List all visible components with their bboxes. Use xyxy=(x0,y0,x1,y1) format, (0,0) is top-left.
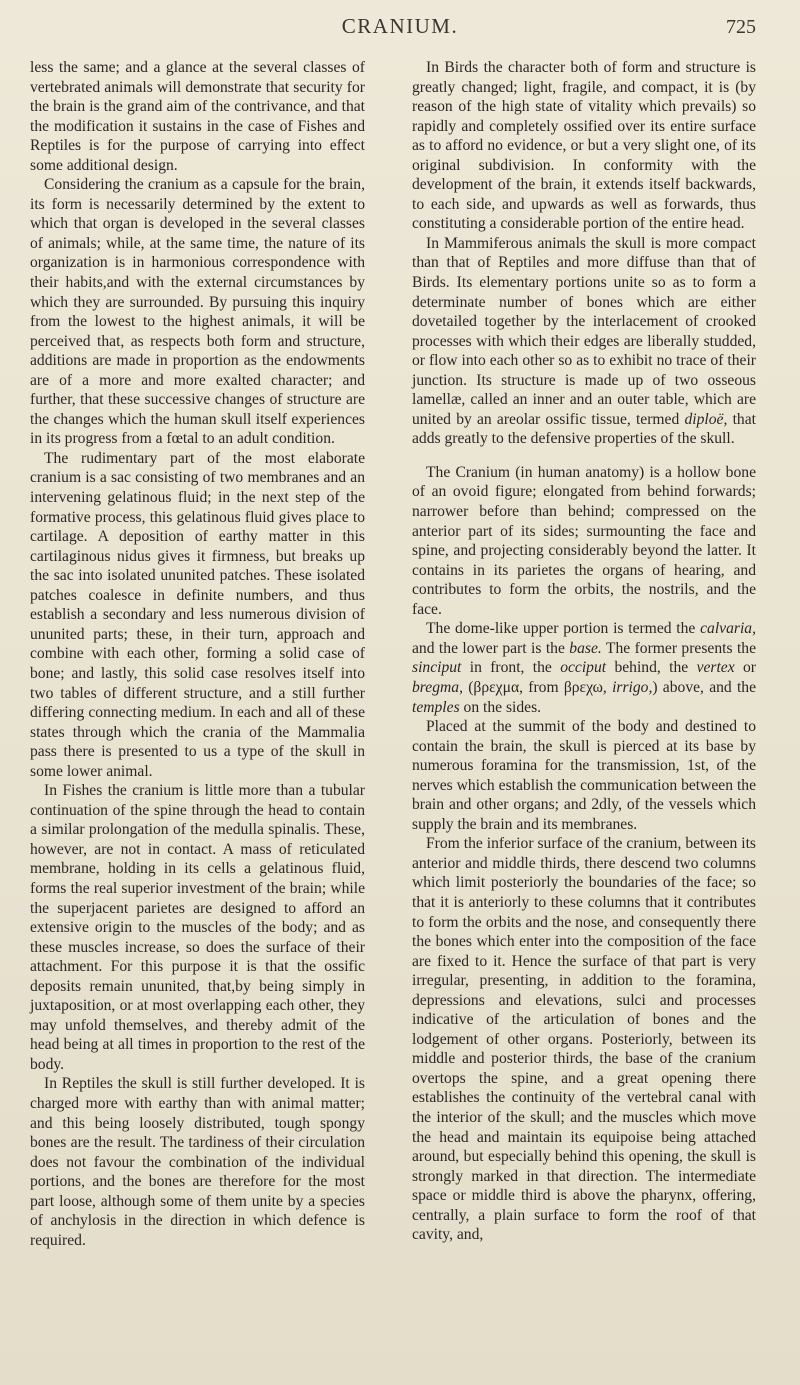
text-run: on the sides. xyxy=(459,698,542,716)
text-run: The former presents the xyxy=(601,639,756,657)
right-paragraph-human-cranium: The Cranium (in human anatomy) is a hollow bone of an ovoid figure; elongated from behind forwards; narrower before than behind; compressed on the anterior part of its sides; surmounting the face and spine, and projecting considerably beyond the latter. It contains in its parietes the organs of hearing, and contributes to form the orbits, the nostrils, and the face. xyxy=(412,463,756,618)
left-column xyxy=(30,58,365,1250)
text-run: that adds greatly to the defensive properties of the skull. xyxy=(412,410,756,448)
text-run: The dome-like upper portion is termed the xyxy=(426,620,701,638)
italic-term-bregma: bregma, xyxy=(412,678,463,696)
right-column xyxy=(412,58,756,1245)
text-run: in front, the xyxy=(461,659,561,677)
left-paragraph-capsule: Considering the cranium as a capsule for the brain, its form is necessarily determined by the extent to which that organ is developed in the several classes of animals; while, at the same time, the nature of its organization is in harmonious correspondence with their habits,and with the external circumstances by which they are surrounded. By pursuing this inquiry from the lowest to the highest animals, it will be perceived that, as respects both form and structure, additions are made in proportion as the endowments are of a more and more exalted character; and further, that these successive changes of structure are the changes which the human skull itself experiences in its progress from a fœtal to an adult condition. xyxy=(30,176,365,448)
right-paragraph-foramina: Placed at the summit of the body and destined to contain the brain, the skull is pierced at its base by numerous foramina for the transmission, 1st, of the nerves which establish the communication between the brain and other organs; and 2dly, of the vessels which supply the brain and its membranes. xyxy=(412,718,756,833)
running-title: CRANIUM. xyxy=(341,14,459,38)
text-run: behind, the xyxy=(606,659,697,677)
italic-term-sinciput: sinciput xyxy=(412,659,462,677)
page-number: 725 xyxy=(726,16,756,38)
italic-term-base: base. xyxy=(569,639,602,657)
left-paragraph-rudimentary: The rudimentary part of the most elaborate cranium is a sac consisting of two membranes and an intervening gelatinous fluid; in the next step of the formative process, this gelatinous fluid gives place to cartilage. A deposition of earthy matter in this cartilaginous nidus gives it firmness, but breaks up the sac into isolated ununited patches. These isolated patches coalesce in definite numbers, and thus establish a secondary and less numerous division of ununited parts; these, in their turn, approach and combine with each other, forming a solid case of bone; and lastly, this solid case resolves itself into two tables of different structure, and a still further differing connecting medium. In each and all of these states through which the crania of the Mammalia pass there is presented to us a type of the skull in some lower animal. xyxy=(30,449,365,780)
text-run: or xyxy=(734,659,756,677)
italic-term-diploe: diploë, xyxy=(684,410,728,428)
right-paragraph-mammals xyxy=(412,234,756,449)
right-paragraph-birds: In Birds the character both of form and structure is greatly changed; light, fragile, and compact, it is (by reason of the high state of vitality which prevails) so rapidly and completely ossified over its entire surface as to afford no evidence, or but a very slight one, of its original subdivision. In conformity with the development of the brain, it extends itself backwards, to each side, and upwards as well as forwards, thus constituting a considerable portion of the entire head. xyxy=(412,59,756,233)
italic-term-calvaria: calvaria, xyxy=(700,620,756,638)
running-header xyxy=(0,14,800,50)
left-paragraph-fishes: In Fishes the cranium is little more than a tubular continuation of the spine through the head to contain a similar prolongation of the medulla spinalis. These, however, are not in contact. A mass of reticulated membrane, holding in its cells a gelatinous fluid, forms the real superior investment of the brain; while the superjacent parietes are designed to afford an extensive origin to the muscles of the body; and as these muscles increase, so does the surface of their attachment. For this purpose it is that the ossific deposits remain ununited, that,by being simply in juxtaposition, or at most overlapping each other, they may unfold themselves, and thereby admit of the head being at all times in proportion to the rest of the body. xyxy=(30,782,365,1073)
left-paragraph-reptiles: In Reptiles the skull is still further developed. It is charged more with earthy than with animal matter; and this being loosely distributed, tough spongy bones are the result. The tardiness of their circulation does not favour the combination of the individual portions, and the bones are therefore for the most part loose, although some of them unite by a species of anchylosis in the direction in which defence is required. xyxy=(30,1075,365,1249)
text-run: and the lower part is the xyxy=(412,639,570,657)
italic-term-vertex: vertex xyxy=(696,659,735,677)
text-run: ) above, and the xyxy=(652,678,756,696)
text-run: In Mammiferous animals the skull is more compact than that of Reptiles and more diffuse than that of Birds. Its elementary portions unite so as to form a determinate number of bones which are either dovetailed together by the interlacement of crooked processes with which their edges are liberally studded, or flow into each other so as to exhibit no trace of their junction. Its structure is made up of two osseous lamellæ, called an inner and an outer table, which are united by an areolar ossific tissue, termed xyxy=(412,234,756,428)
right-paragraph-calvaria xyxy=(412,619,756,717)
italic-term-occiput: occiput xyxy=(560,659,607,677)
text-run: (βρεχμα, from βρεχω, xyxy=(462,678,613,696)
right-paragraph-inferior-surface: From the inferior surface of the cranium, between its anterior and middle thirds, there descend two columns which limit posteriorly the boundaries of the face; so that it is anteriorly to these columns that it contributes to form the orbits and the nose, and consequently there the bones which enter into the composition of the face are fixed to it. Hence the surface of that part is very irregular, presenting, in addition to the foramina, depressions and elevations, sulci and processes indicative of the articulation of bones and the lodgement of other organs. Posteriorly, between its middle and posterior thirds, the base of the cranium overtops the spine, and a great opening there establishes the continuity of the vertebral canal with the interior of the skull; and the muscles which move the head and maintain its equipoise being attached around, but especially behind this opening, the skull is strongly marked in that direction. The intermediate space or middle third is above the pharynx, offering, centrally, a plain surface to form the roof of that cavity, and, xyxy=(412,835,756,1244)
left-paragraph-continued: less the same; and a glance at the several classes of vertebrated animals will demonstrate that security for the brain is the grand aim of the contrivance, and that the modification it sustains in the case of Fishes and Reptiles is for the purpose of carrying into effect some additional design. xyxy=(30,59,365,174)
italic-term-temples: temples xyxy=(412,698,460,716)
italic-term-irrigo: irrigo, xyxy=(612,678,653,696)
